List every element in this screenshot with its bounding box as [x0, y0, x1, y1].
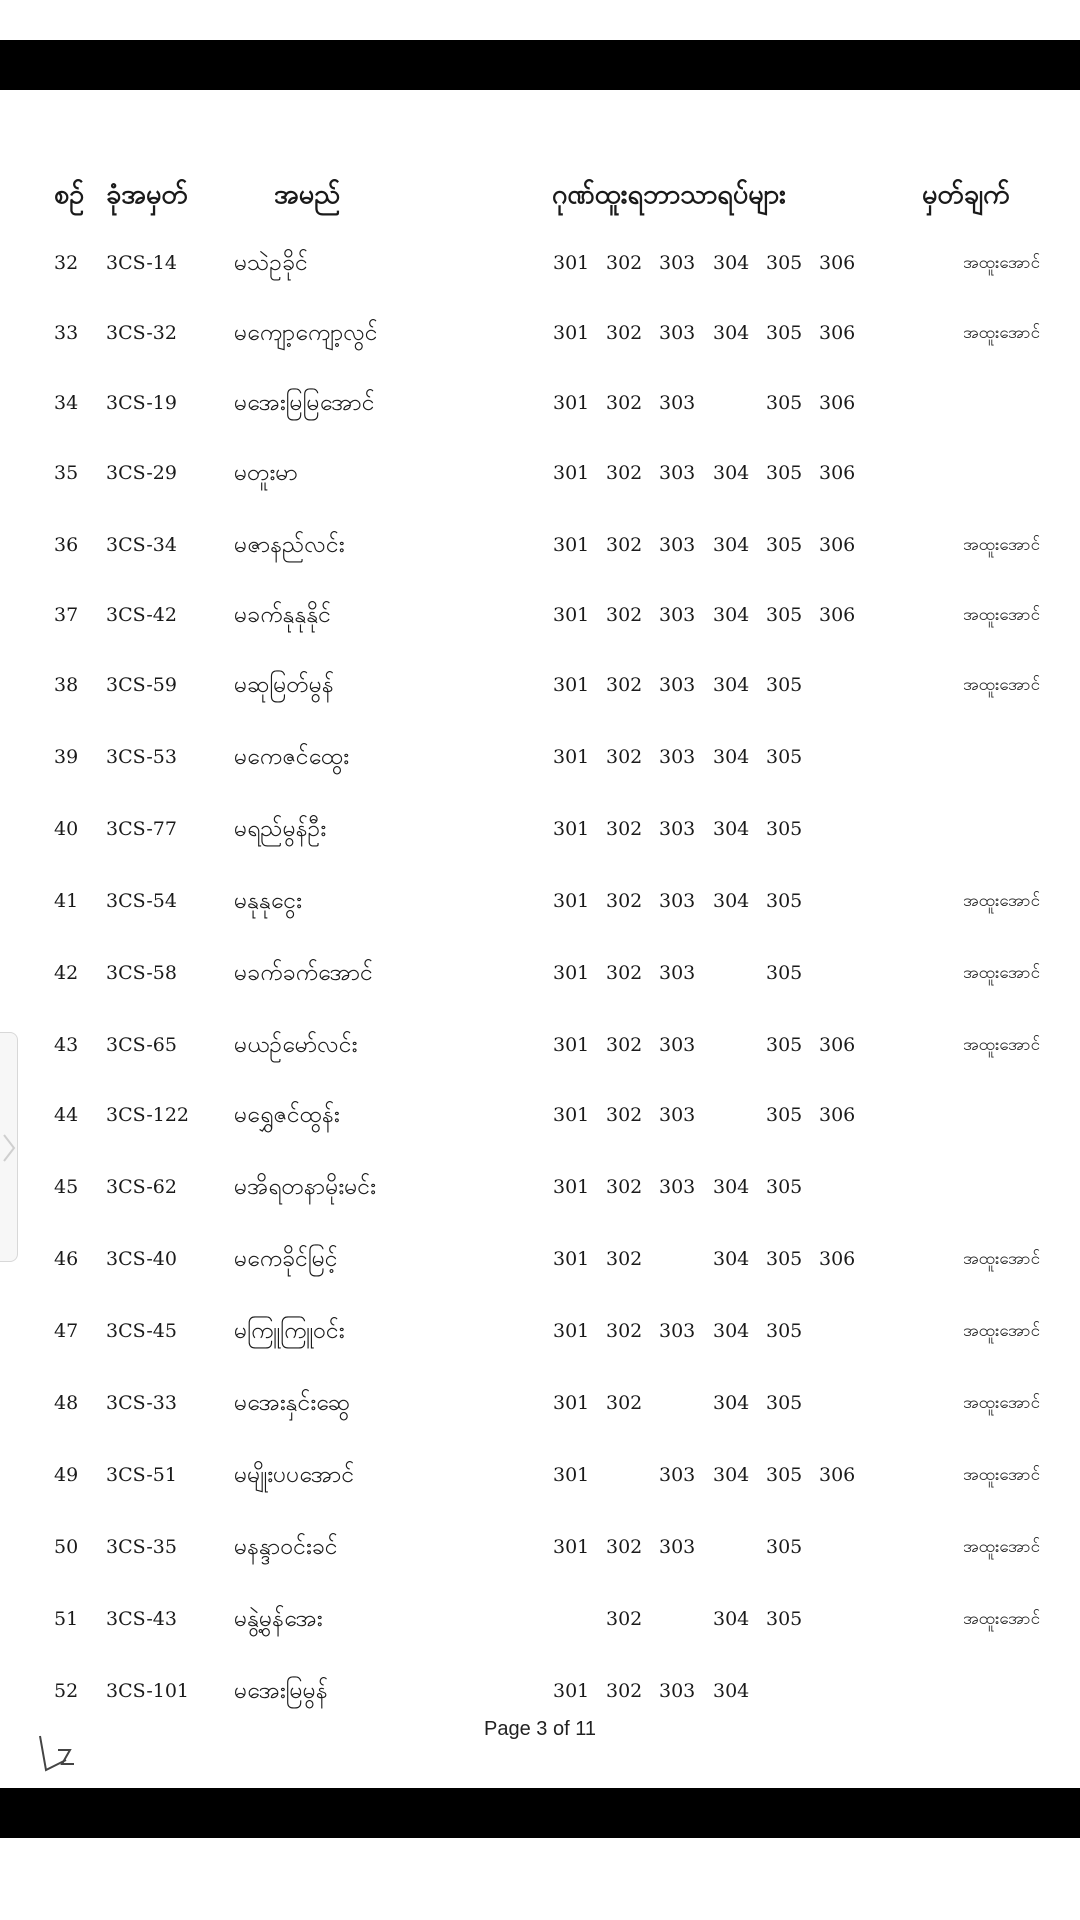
subject-code: 303	[659, 252, 696, 274]
subject-code: 301	[553, 534, 590, 556]
seat-number: 3CS-53	[106, 746, 177, 768]
subject-code: 305	[766, 890, 803, 912]
header-no: စဉ်	[54, 179, 85, 210]
subject-code	[819, 1378, 869, 1428]
subject-code: 304	[713, 746, 750, 768]
subject-code: 305	[766, 1464, 803, 1486]
seat-number: 3CS-19	[106, 392, 177, 414]
seat-number: 3CS-62	[106, 1176, 177, 1198]
subject-code	[553, 1594, 603, 1644]
subject-code: 304	[713, 674, 750, 696]
student-name: မကျော့ကျော့လွင်	[234, 320, 378, 346]
page-number: Page 3 of 11	[484, 1718, 596, 1740]
remark	[900, 378, 1040, 428]
subject-code	[819, 1666, 869, 1716]
student-name: မခက်နုနုနိုင်	[234, 602, 331, 628]
subject-code: 303	[659, 1536, 696, 1558]
handwritten-mark-icon	[36, 1730, 80, 1778]
seat-number: 3CS-33	[106, 1392, 177, 1414]
header-distinction-subjects: ဂုဏ်ထူးရဘာသာရပ်များ	[552, 179, 786, 210]
subject-code	[819, 876, 869, 926]
subject-code: 304	[713, 1320, 750, 1342]
subject-code: 306	[819, 392, 856, 414]
subject-code: 302	[606, 1104, 643, 1126]
remark: အထူးအောင်	[963, 1035, 1040, 1055]
subject-code: 301	[553, 1248, 590, 1270]
remark	[900, 804, 1040, 854]
row-number: 52	[54, 1680, 79, 1702]
table-row	[0, 876, 1080, 926]
subject-code: 303	[659, 746, 696, 768]
subject-code: 306	[819, 1248, 856, 1270]
remark: အထူးအောင်	[963, 1465, 1040, 1485]
seat-number: 3CS-45	[106, 1320, 177, 1342]
subject-code: 301	[553, 462, 590, 484]
table-row	[0, 590, 1080, 640]
seat-number: 3CS-77	[106, 818, 177, 840]
row-number: 36	[54, 534, 79, 556]
subject-code: 304	[713, 534, 750, 556]
header-remark: မှတ်ချက်	[922, 179, 1010, 210]
subject-code: 306	[819, 1464, 856, 1486]
subject-code: 302	[606, 392, 643, 414]
subject-code	[766, 1666, 816, 1716]
table-row	[0, 1090, 1080, 1140]
subject-code: 302	[606, 534, 643, 556]
subject-code: 302	[606, 1320, 643, 1342]
table-row	[0, 1450, 1080, 1500]
student-name: မကေခိုင်မြင့်	[234, 1246, 338, 1272]
subject-code: 302	[606, 962, 643, 984]
table-row	[0, 520, 1080, 570]
subject-code	[713, 1090, 763, 1140]
remark: အထူးအောင်	[963, 963, 1040, 983]
subject-code: 305	[766, 1320, 803, 1342]
subject-code: 304	[713, 1248, 750, 1270]
seat-number: 3CS-58	[106, 962, 177, 984]
row-number: 43	[54, 1034, 79, 1056]
bottom-area	[0, 1838, 1080, 1920]
seat-number: 3CS-42	[106, 604, 177, 626]
subject-code: 305	[766, 392, 803, 414]
subject-code: 303	[659, 322, 696, 344]
student-name: မမျိုးပပအောင်	[234, 1462, 355, 1488]
subject-code	[713, 948, 763, 998]
document-page	[0, 90, 1080, 1788]
remark: အထူးအောင်	[963, 535, 1040, 555]
table-row	[0, 1020, 1080, 1070]
chevron-right-icon	[2, 1133, 16, 1163]
seat-number: 3CS-43	[106, 1608, 177, 1630]
subject-code: 301	[553, 392, 590, 414]
subject-code: 306	[819, 462, 856, 484]
seat-number: 3CS-65	[106, 1034, 177, 1056]
subject-code: 301	[553, 962, 590, 984]
table-row	[0, 660, 1080, 710]
subject-code: 301	[553, 818, 590, 840]
subject-code: 302	[606, 746, 643, 768]
subject-code: 305	[766, 604, 803, 626]
subject-code: 304	[713, 890, 750, 912]
row-number: 33	[54, 322, 79, 344]
seat-number: 3CS-51	[106, 1464, 177, 1486]
subject-code	[819, 948, 869, 998]
subject-code: 302	[606, 818, 643, 840]
table-row	[0, 1234, 1080, 1284]
student-name: မနုနုငွေး	[234, 888, 302, 914]
subject-code	[819, 1522, 869, 1572]
subject-code: 304	[713, 604, 750, 626]
subject-code: 302	[606, 1608, 643, 1630]
student-name: မအေးမြမွန်	[234, 1678, 328, 1704]
student-name: မနန္ဒာဝင်းခင်	[234, 1534, 338, 1560]
subject-code: 304	[713, 1680, 750, 1702]
remark: အထူးအောင်	[963, 253, 1040, 273]
subject-code: 301	[553, 1680, 590, 1702]
subject-code: 305	[766, 674, 803, 696]
top-status-strip	[0, 0, 1080, 40]
subject-code: 301	[553, 1104, 590, 1126]
subject-code: 306	[819, 1034, 856, 1056]
remark: အထူးအောင်	[963, 1321, 1040, 1341]
subject-code: 302	[606, 1248, 643, 1270]
subject-code: 301	[553, 1392, 590, 1414]
subject-code: 305	[766, 534, 803, 556]
subject-code: 306	[819, 604, 856, 626]
subject-code: 305	[766, 252, 803, 274]
subject-code: 304	[713, 1176, 750, 1198]
subject-code: 304	[713, 252, 750, 274]
subject-code: 303	[659, 604, 696, 626]
seat-number: 3CS-35	[106, 1536, 177, 1558]
remark: အထူးအောင်	[963, 891, 1040, 911]
subject-code: 304	[713, 1464, 750, 1486]
subject-code: 303	[659, 890, 696, 912]
subject-code	[819, 660, 869, 710]
remark: အထူးအောင်	[963, 1249, 1040, 1269]
subject-code: 306	[819, 1104, 856, 1126]
viewer-bottom-bar	[0, 1788, 1080, 1838]
subject-code	[713, 1020, 763, 1070]
row-number: 50	[54, 1536, 79, 1558]
subject-code: 305	[766, 462, 803, 484]
subject-code: 301	[553, 1320, 590, 1342]
remark	[900, 1162, 1040, 1212]
subject-code	[713, 1522, 763, 1572]
seat-number: 3CS-122	[106, 1104, 190, 1126]
row-number: 32	[54, 252, 79, 274]
subject-code: 303	[659, 674, 696, 696]
subject-code	[819, 1306, 869, 1356]
row-number: 40	[54, 818, 79, 840]
table-row	[0, 732, 1080, 782]
subject-code	[819, 804, 869, 854]
subject-code: 301	[553, 1176, 590, 1198]
student-name: မကြူကြူဝင်း	[234, 1318, 345, 1344]
subject-code: 302	[606, 1392, 643, 1414]
student-name: မသဲဥခိုင်	[234, 250, 308, 276]
table-row	[0, 1594, 1080, 1644]
subject-code: 302	[606, 1536, 643, 1558]
subject-code: 301	[553, 1536, 590, 1558]
subject-code: 303	[659, 462, 696, 484]
row-number: 34	[54, 392, 79, 414]
subject-code: 301	[553, 890, 590, 912]
row-number: 49	[54, 1464, 79, 1486]
student-name: မဆုမြတ်မွန်	[234, 672, 334, 698]
table-row	[0, 1162, 1080, 1212]
table-row	[0, 1522, 1080, 1572]
remark	[900, 1666, 1040, 1716]
subject-code: 303	[659, 1464, 696, 1486]
subject-code: 305	[766, 322, 803, 344]
student-name: မခက်ခက်အောင်	[234, 960, 373, 986]
subject-code	[819, 1594, 869, 1644]
remark	[900, 732, 1040, 782]
remark: အထူးအောင်	[963, 605, 1040, 625]
subject-code: 304	[713, 1608, 750, 1630]
subject-code: 306	[819, 252, 856, 274]
subject-code: 306	[819, 322, 856, 344]
remark: အထူးအောင်	[963, 323, 1040, 343]
remark: အထူးအောင်	[963, 675, 1040, 695]
subject-code: 301	[553, 1034, 590, 1056]
subject-code: 302	[606, 890, 643, 912]
table-row	[0, 804, 1080, 854]
subject-code: 306	[819, 534, 856, 556]
subject-code: 301	[553, 604, 590, 626]
remark: အထူးအောင်	[963, 1609, 1040, 1629]
table-row	[0, 308, 1080, 358]
student-name: မအေးနှင်းဆွေ	[234, 1390, 350, 1416]
subject-code: 302	[606, 322, 643, 344]
row-number: 41	[54, 890, 79, 912]
subject-code	[819, 732, 869, 782]
subject-code	[659, 1234, 709, 1284]
header-seat-number: ခုံအမှတ်	[106, 179, 188, 210]
seat-number: 3CS-59	[106, 674, 177, 696]
seat-number: 3CS-29	[106, 462, 177, 484]
row-number: 37	[54, 604, 79, 626]
table-row	[0, 1666, 1080, 1716]
subject-code: 303	[659, 1034, 696, 1056]
remark	[900, 1090, 1040, 1140]
subject-code	[713, 378, 763, 428]
student-name: မတူးမာ	[234, 460, 298, 486]
table-row	[0, 238, 1080, 288]
subject-code: 301	[553, 746, 590, 768]
seat-number: 3CS-32	[106, 322, 177, 344]
subject-code: 303	[659, 534, 696, 556]
subject-code	[659, 1594, 709, 1644]
subject-code: 303	[659, 1104, 696, 1126]
subject-code: 305	[766, 746, 803, 768]
student-name: မအိရတနာမိုးမင်း	[234, 1174, 376, 1200]
table-row	[0, 1378, 1080, 1428]
table-row	[0, 948, 1080, 998]
subject-code: 303	[659, 1320, 696, 1342]
student-name: မယဉ်မော်လင်း	[234, 1032, 358, 1058]
subject-code: 305	[766, 1248, 803, 1270]
row-number: 39	[54, 746, 79, 768]
subject-code: 305	[766, 1104, 803, 1126]
subject-code: 301	[553, 322, 590, 344]
seat-number: 3CS-40	[106, 1248, 177, 1270]
header-name: အမည်	[274, 179, 341, 210]
subject-code: 305	[766, 1034, 803, 1056]
student-name: မကေဇင်ထွေး	[234, 744, 350, 770]
row-number: 46	[54, 1248, 79, 1270]
remark: အထူးအောင်	[963, 1537, 1040, 1557]
student-name: မအေးမြမြအောင်	[234, 390, 375, 416]
subject-code	[659, 1378, 709, 1428]
seat-number: 3CS-34	[106, 534, 177, 556]
remark: အထူးအောင်	[963, 1393, 1040, 1413]
subject-code: 302	[606, 1176, 643, 1198]
side-panel-handle[interactable]	[0, 1032, 18, 1262]
subject-code: 302	[606, 252, 643, 274]
table-row	[0, 448, 1080, 498]
student-name: မဇာနည်လင်း	[234, 532, 345, 558]
subject-code: 302	[606, 1680, 643, 1702]
row-number: 45	[54, 1176, 79, 1198]
subject-code	[606, 1450, 656, 1500]
subject-code: 304	[713, 322, 750, 344]
student-name: မရွှေဇင်ထွန်း	[234, 1102, 340, 1128]
subject-code: 303	[659, 818, 696, 840]
table-row	[0, 378, 1080, 428]
row-number: 38	[54, 674, 79, 696]
student-name: မနွဲ့မွန်အေး	[234, 1606, 323, 1632]
subject-code	[819, 1162, 869, 1212]
row-number: 44	[54, 1104, 79, 1126]
subject-code: 305	[766, 962, 803, 984]
subject-code: 302	[606, 1034, 643, 1056]
subject-code: 303	[659, 1176, 696, 1198]
subject-code: 305	[766, 818, 803, 840]
seat-number: 3CS-14	[106, 252, 177, 274]
subject-code: 303	[659, 392, 696, 414]
subject-code: 301	[553, 1464, 590, 1486]
subject-code: 305	[766, 1176, 803, 1198]
row-number: 48	[54, 1392, 79, 1414]
subject-code: 302	[606, 462, 643, 484]
subject-code: 305	[766, 1608, 803, 1630]
subject-code: 302	[606, 604, 643, 626]
table-row	[0, 1306, 1080, 1356]
subject-code: 305	[766, 1392, 803, 1414]
row-number: 47	[54, 1320, 79, 1342]
subject-code: 301	[553, 674, 590, 696]
table-header	[0, 170, 1080, 220]
subject-code: 304	[713, 462, 750, 484]
subject-code: 301	[553, 252, 590, 274]
remark	[900, 448, 1040, 498]
row-number: 42	[54, 962, 79, 984]
subject-code: 305	[766, 1536, 803, 1558]
row-number: 51	[54, 1608, 79, 1630]
subject-code: 303	[659, 1680, 696, 1702]
seat-number: 3CS-54	[106, 890, 177, 912]
student-name: မရည်မွန်ဦး	[234, 816, 327, 842]
seat-number: 3CS-101	[106, 1680, 190, 1702]
subject-code: 302	[606, 674, 643, 696]
subject-code: 304	[713, 818, 750, 840]
row-number: 35	[54, 462, 79, 484]
viewer-top-bar	[0, 40, 1080, 90]
subject-code: 303	[659, 962, 696, 984]
subject-code: 304	[713, 1392, 750, 1414]
